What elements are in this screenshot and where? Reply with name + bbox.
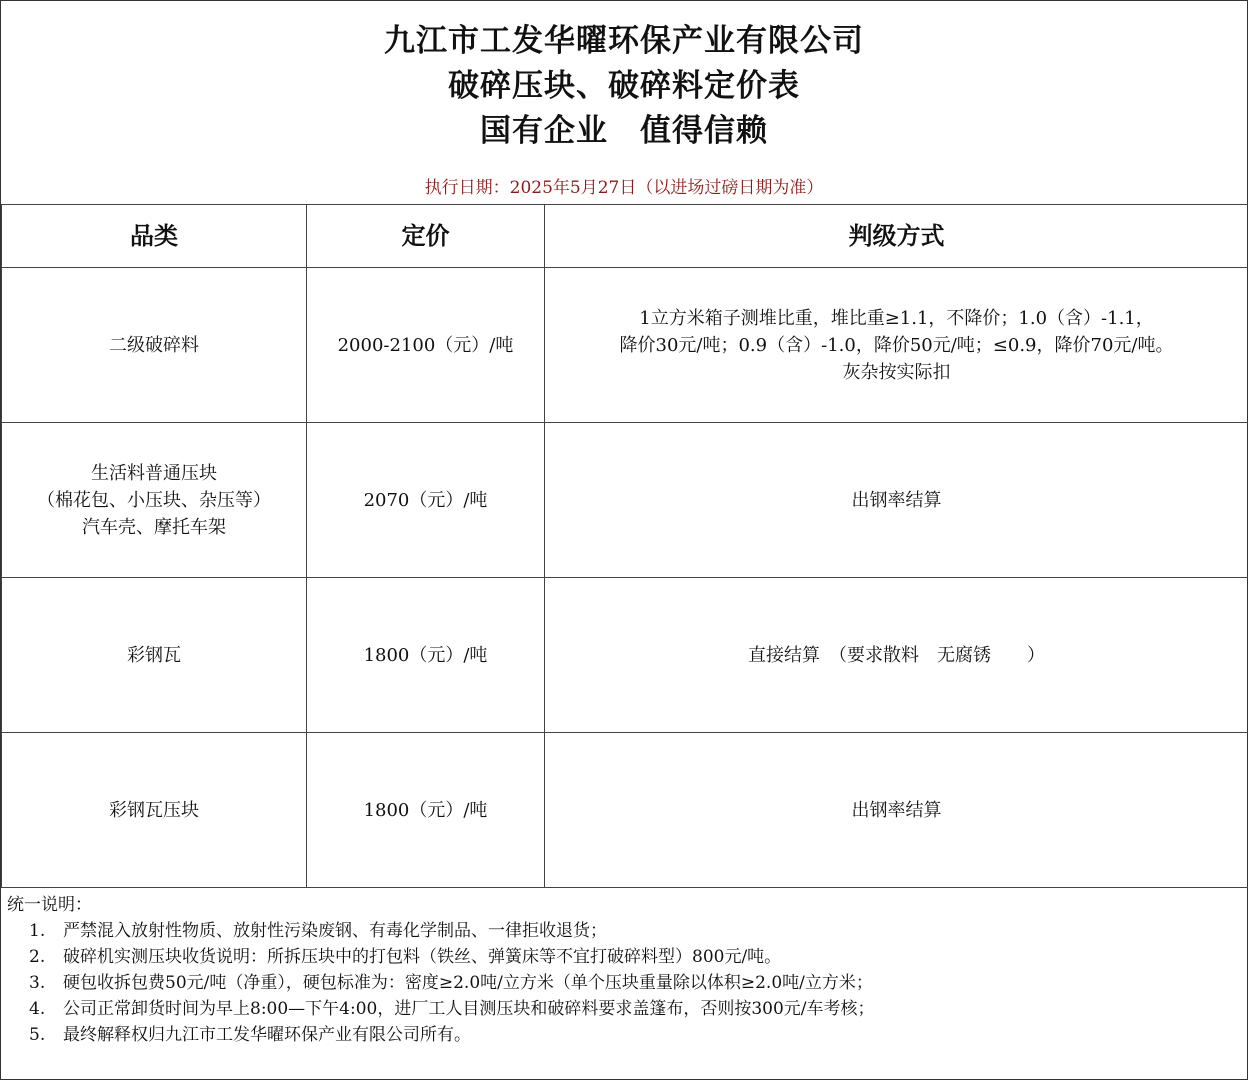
grading-line: 出钢率结算 — [851, 799, 942, 821]
grading-line: 灰杂按实际扣 — [842, 361, 951, 383]
slogan: 国有企业 值得信赖 — [480, 113, 768, 149]
grading-line: 出钢率结算 — [851, 489, 942, 511]
effective-date: 执行日期：2025年5月27日（以进场过磅日期为准） — [424, 178, 824, 198]
note-text: 最终解释权归九江市工发华曜环保产业有限公司所有。 — [63, 1025, 471, 1045]
note-text: 公司正常卸货时间为早上8:00—下午4:00，进厂工人目测压块和破碎料要求盖篷布，否则按300元/车考核； — [63, 999, 875, 1019]
table-header-row — [2, 205, 1248, 268]
sheet-subtitle: 破碎压块、破碎料定价表 — [448, 68, 800, 104]
price-cell: 1800（元）/吨 — [307, 578, 545, 733]
note-item — [29, 970, 873, 996]
price-cell: 1800（元）/吨 — [307, 733, 545, 888]
grading-line: 直接结算 （要求散料 无腐锈 ） — [748, 644, 1045, 666]
grading-line: 降价30元/吨；0.9（含）-1.0，降价50元/吨；≤0.9，降价70元/吨。 — [619, 334, 1174, 356]
grading-cell — [545, 268, 1248, 423]
note-item — [29, 944, 781, 970]
note-number: 5. — [29, 1025, 46, 1045]
category-line: 彩钢瓦 — [127, 644, 181, 666]
column-header-price: 定价 — [307, 205, 545, 268]
note-item — [29, 918, 607, 944]
column-header-grading: 判级方式 — [545, 205, 1248, 268]
table-row — [2, 578, 1248, 733]
sheet-header — [1, 1, 1247, 204]
note-number: 2. — [29, 947, 46, 967]
price-cell: 2070（元）/吨 — [307, 423, 545, 578]
grading-cell — [545, 733, 1248, 888]
category-line: （棉花包、小压块、杂压等） — [37, 489, 271, 511]
category-cell — [2, 268, 307, 423]
note-text: 破碎机实测压块收货说明：所拆压块中的打包料（铁丝、弹簧床等不宜打破碎料型）800元/吨。 — [63, 947, 782, 967]
grading-cell — [545, 423, 1248, 578]
note-text: 严禁混入放射性物质、放射性污染废钢、有毒化学制品、一律拒收退货； — [63, 921, 607, 941]
category-line: 彩钢瓦压块 — [109, 799, 199, 821]
note-number: 4. — [29, 999, 46, 1019]
note-text: 硬包收拆包费50元/吨（净重），硬包标准为：密度≥2.0吨/立方米（单个压块重量除以体积≥2.0吨/立方米； — [63, 973, 873, 993]
note-item — [29, 1022, 471, 1048]
note-item — [29, 996, 875, 1022]
note-number: 1. — [29, 921, 46, 941]
table-row — [2, 268, 1248, 423]
category-line: 生活料普通压块 — [91, 462, 217, 484]
note-number: 3. — [29, 973, 46, 993]
category-line: 汽车壳、摩托车架 — [82, 516, 226, 538]
price-table — [1, 204, 1248, 888]
notes-title: 统一说明： — [7, 895, 92, 915]
table-row — [2, 733, 1248, 888]
company-title: 九江市工发华曜环保产业有限公司 — [384, 23, 864, 59]
price-cell: 2000-2100（元）/吨 — [307, 268, 545, 423]
column-header-category: 品类 — [2, 205, 307, 268]
grading-line: 1立方米箱子测堆比重，堆比重≥1.1，不降价；1.0（含）-1.1， — [639, 307, 1154, 329]
table-row — [2, 423, 1248, 578]
category-line: 二级破碎料 — [109, 334, 199, 356]
grading-cell — [545, 578, 1248, 733]
category-cell — [2, 423, 307, 578]
category-cell — [2, 733, 307, 888]
category-cell — [2, 578, 307, 733]
